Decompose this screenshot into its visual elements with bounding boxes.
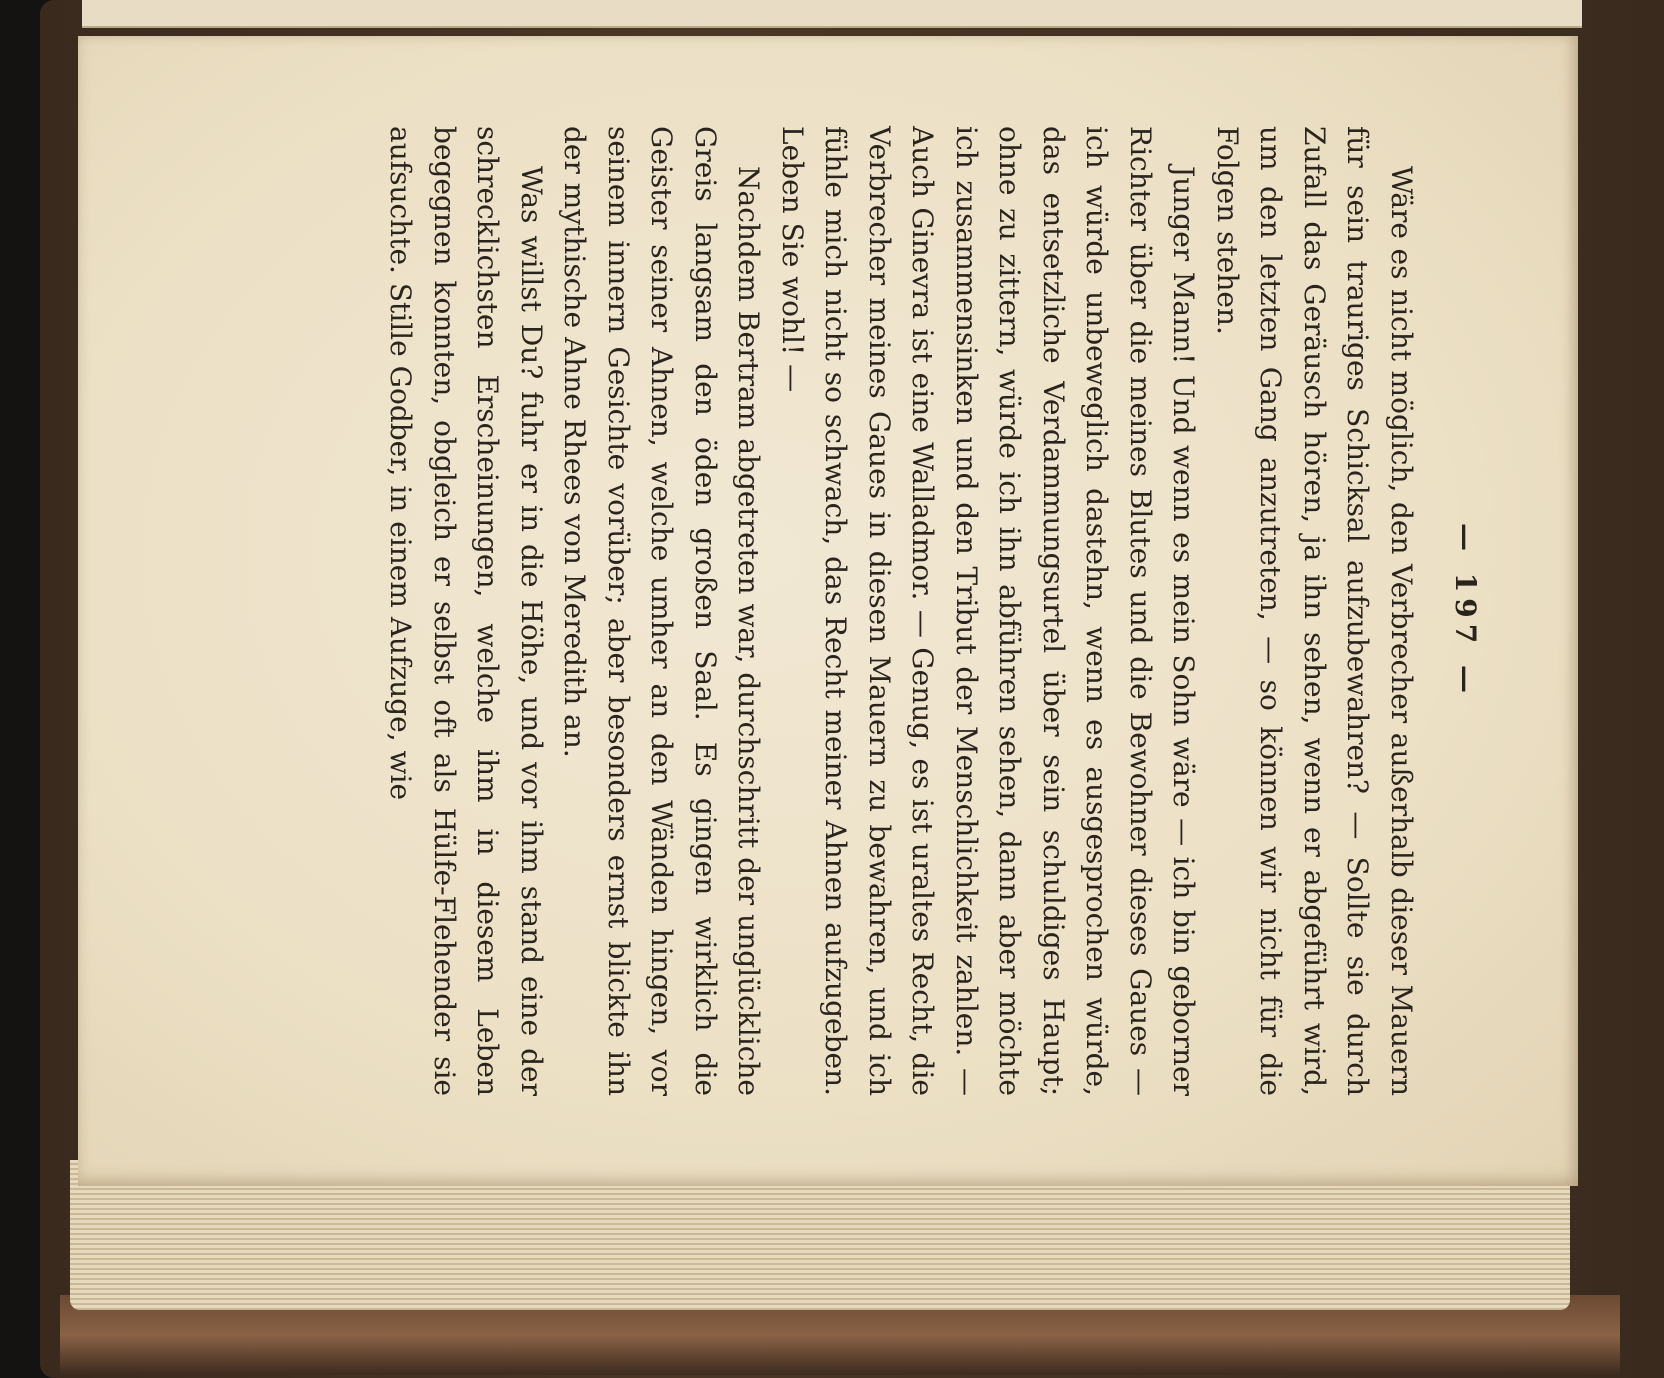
paragraph: Junger Mann! Und wenn es mein Sohn wäre — ich bin geborner Richter über die meines Blutes und die Bewohner dieses Gaues — ich würde unbeweglich dastehn, wenn es ausgesprochen würde, das entsetzliche Verdammungsurtel über sein schuldiges Haupt; ohne zu zittern, würde ich ihn abführen sehen, dann aber möchte ich zusammensinken und den Tribut der Menschlichkeit zahlen. — Auch Ginevra ist eine Walladmor. — Genug, es ist uraltes Recht, die Verbrecher meines Gaues in diesen Mauern zu bewahren, und ich fühle mich nicht so schwach, das Recht meiner Ahnen aufzugeben. Leben Sie wohl! —	[776, 126, 1201, 1096]
page-content	[128, 66, 1528, 1156]
book-page	[78, 36, 1578, 1186]
paragraph: Wäre es nicht möglich, den Verbrecher außerhalb dieser Mauern für sein trauriges Schicksal aufzubewahren? — Sollte sie durch Zufall das Geräusch hören, ja ihn sehen, wenn er abgeführt wird, um den letzten Gang anzutreten, — so können wir nicht für die Folgen stehen.	[1211, 126, 1418, 1096]
paragraph: Was willst Du? fuhr er in die Höhe, und vor ihm stand eine der schrecklichsten Erscheinungen, welche ihm in diesem Leben begegnen konnten, obgleich er selbst oft als Hülfe-Flehender sie aufsuchte. Stille Godber, in einem Aufzuge, wie	[384, 126, 548, 1096]
paragraph: Nachdem Bertram abgetreten war, durchschritt der unglückliche Greis langsam den öden großen Saal. Es gingen wirklich die Geister seiner Ahnen, welche umher an den Wänden hingen, vor seinem innern Gesichte vorüber; aber besonders ernst blickte ihn der mythische Ahne Rhees von Meredith an.	[558, 126, 766, 1096]
previous-page-edge	[82, 0, 1582, 28]
page-number: — 197 —	[1449, 523, 1482, 699]
body-text	[379, 126, 1423, 1096]
